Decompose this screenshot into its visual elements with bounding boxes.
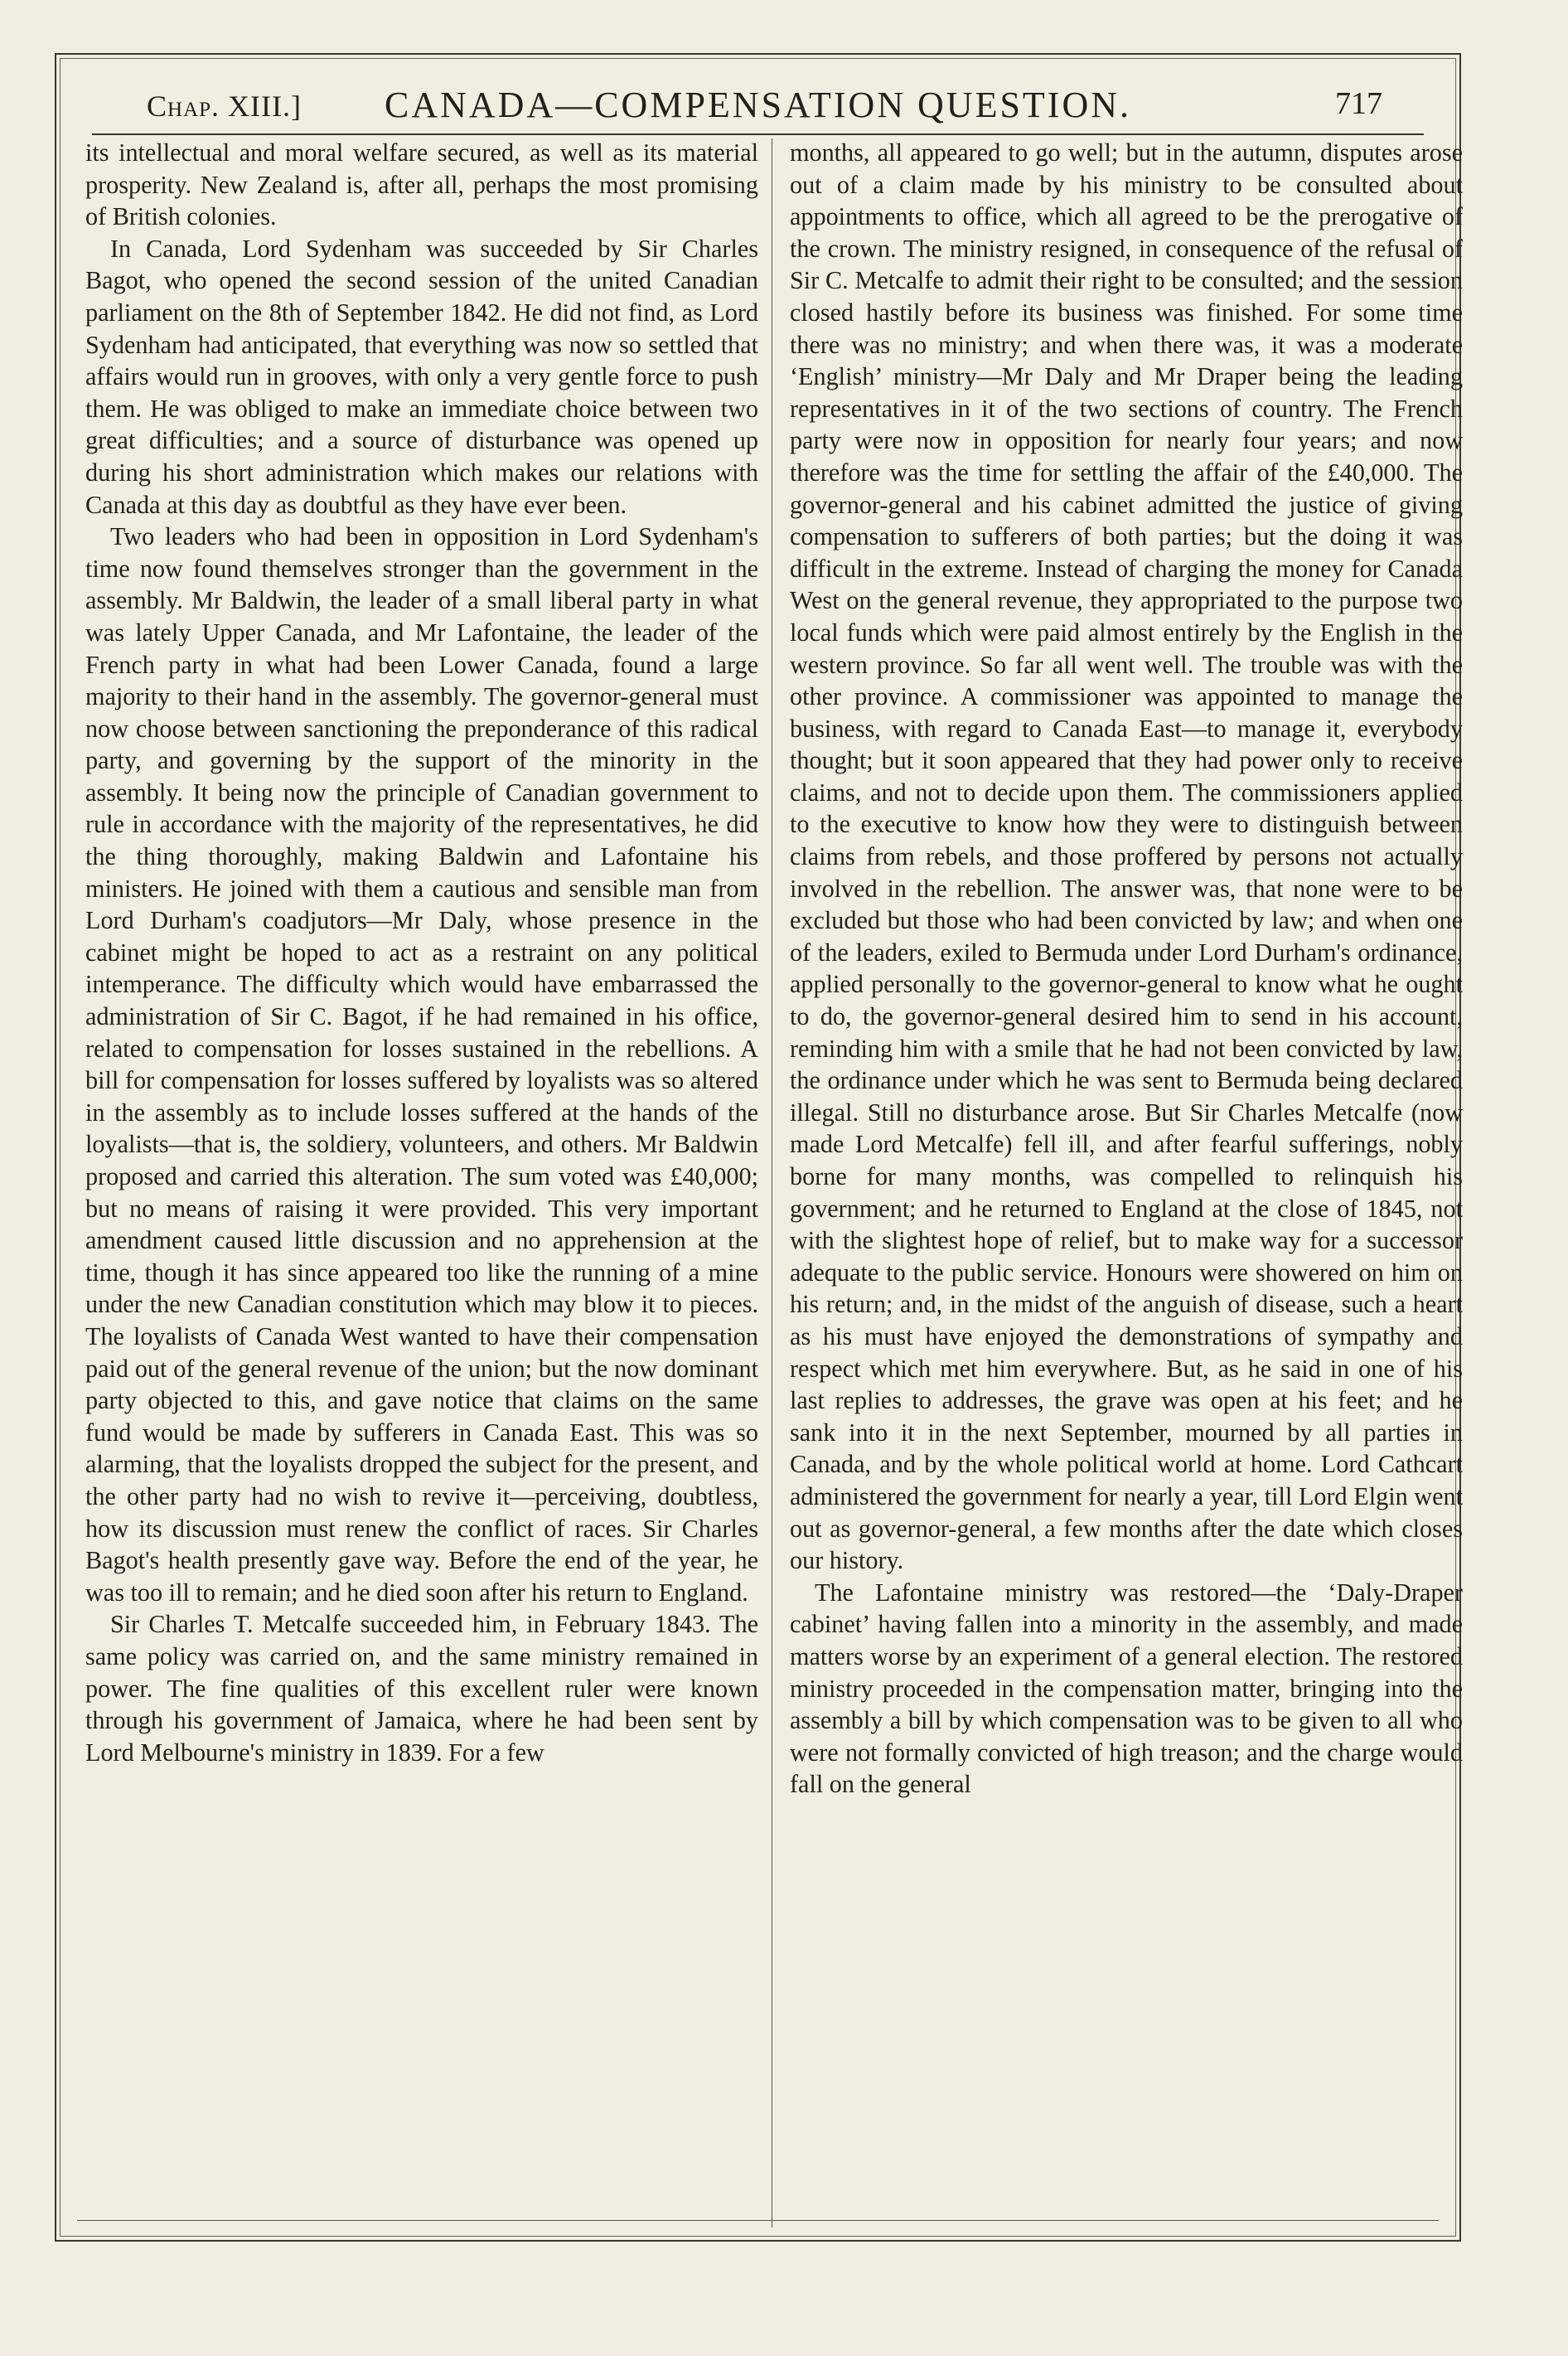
paragraph: Sir Charles T. Metcalfe succeeded him, in February 1843. The same policy was carried on, and the same ministry remained in power. The fine qualities of this excellent ruler were known through his government of Jamaica, where he had been sent by Lord Melbourne's ministry in 1839. For a few <box>85 1610 758 1767</box>
page-frame-inner <box>60 58 1463 2237</box>
paragraph: Two leaders who had been in opposition in Lord Sydenham's time now found themselves stronger than the government in the assembly. Mr Baldwin, the leader of a small liberal party in what was lately Upper Canada, and Mr Lafontaine, the leader of the French party in what had been Lower Canada, found a large majority to their hand in the assembly. The governor-general must now choose between sanctioning the preponderance of this radical party, and governing by the support of the minority in the assembly. It being now the principle of Canadian government to rule in accordance with the majority of the representatives, he did the thing thoroughly, making Baldwin and Lafontaine his ministers. He joined with them a cautious and sensible man from Lord Durham's coadjutors—Mr Daly, whose presence in the cabinet might be hoped to act as a restraint on any political intemperance. The difficulty which would have embarrassed the administration of Sir C. Bagot, if he had remained in his office, related to compensation for losses sustained in the rebellions. A bill for compensation for losses suffered by loyalists was so altered in the assembly as to include losses suffered at the hands of the loyalists—that is, the soldiery, volunteers, and others. Mr Baldwin proposed and carried this alteration. The sum voted was £40,000; but no means of raising it were provided. This very important amendment caused little discussion and no apprehension at the time, though it has since appeared too like the running of a mine under the new Canadian constitution which may blow it to pieces. The loyalists of Canada West wanted to have their compensation paid out of the general revenue of the union; but the now dominant party objected to this, and gave notice that claims on the same fund would be made by sufferers in Canada East. This was so alarming, that the loyalists dropped the subject for the present, and the other party had no wish to revive it—perceiving, doubtless, how its discussion must renew the conflict of races. Sir Charles Bagot's health presently gave way. Before the end of the year, he was too ill to remain; and he died soon after his return to England. <box>85 522 758 1607</box>
paragraph: In Canada, Lord Sydenham was succeeded by Sir Charles Bagot, who opened the second session of the united Canadian parliament on the 8th of September 1842. He did not find, as Lord Sydenham had anticipated, that everything was now so settled that affairs would run in grooves, with only a very gentle force to push them. He was obliged to make an immediate choice between two great difficulties; and a source of disturbance was opened up during his short administration which makes our relations with Canada at this day as doubtful as they have ever been. <box>85 234 758 519</box>
left-column <box>85 137 758 2234</box>
paragraph: its intellectual and moral welfare secured, as well as its material prosperity. New Zealand is, after all, perhaps the most promising of British colonies. <box>85 138 758 231</box>
page-frame <box>55 53 1461 2242</box>
chapter-label: Chap. XIII.] <box>147 90 302 123</box>
running-header <box>92 72 1424 135</box>
paragraph: The Lafontaine ministry was restored—the ‘Daly-Draper cabinet’ having fallen into a minority in the assembly, and made matters worse by an experiment of a general election. The restored ministry proceeded in the compensation matter, bringing into the assembly a bill by which compensation was to be given to all who were not formally convicted of high treason; and the charge would fall on the general <box>790 1578 1463 1799</box>
right-column <box>790 137 1463 2234</box>
bottom-rule <box>77 2220 1439 2221</box>
page-number: 717 <box>1335 86 1382 121</box>
running-title: CANADA—COMPENSATION QUESTION. <box>384 85 1132 125</box>
paragraph: months, all appeared to go well; but in the autumn, disputes arose out of a claim made by his ministry to be consulted about appointments to office, which all agreed to be the prerogative of the crown. The ministry resigned, in consequence of the refusal of Sir C. Metcalfe to admit their right to be consulted; and the session closed hastily before its business was finished. For some time there was no ministry; and when there was, it was a moderate ‘English’ ministry—Mr Daly and Mr Draper being the leading representatives in it of the two sections of country. The French party were now in opposition for nearly four years; and now therefore was the time for settling the affair of the £40,000. The governor-general and his cabinet admitted the justice of giving compensation to sufferers of both parties; but the doing it was difficult in the extreme. Instead of charging the money for Canada West on the general revenue, they appropriated to the purpose two local funds which were paid almost entirely by the English in the western province. So far all went well. The trouble was with the other province. A commissioner was appointed to manage the business, with regard to Canada East—to manage it, everybody thought; but it soon appeared that they had power only to receive claims, and not to decide upon them. The commissioners applied to the executive to know how they were to distinguish between claims from rebels, and those proffered by persons not actually involved in the rebellion. The answer was, that none were to be excluded but those who had been convicted by law; and when one of the leaders, exiled to Bermuda under Lord Durham's ordinance, applied personally to the governor-general to know what he ought to do, the governor-general desired him to send in his account, reminding him with a smile that he had not been convicted by law, the ordinance under which he was sent to Bermuda being declared illegal. Still no disturbance arose. But Sir Charles Metcalfe (now made Lord Metcalfe) fell ill, and after fearful sufferings, nobly borne for many months, was compelled to relinquish his government; and he returned to England at the close of 1845, not with the slightest hope of relief, but to make way for a successor adequate to the public service. Honours were showered on him on his return; and, in the midst of the anguish of disease, such a heart as his must have enjoyed the demonstrations of sympathy and respect which met him everywhere. But, as he said in one of his last replies to addresses, the grave was open at his feet; and he sank into it in the next September, mourned by all parties in Canada, and by the whole political world at home. Lord Cathcart administered the government for nearly a year, till Lord Elgin went out as governor-general, a few months after the date which closes our history. <box>790 138 1463 1575</box>
